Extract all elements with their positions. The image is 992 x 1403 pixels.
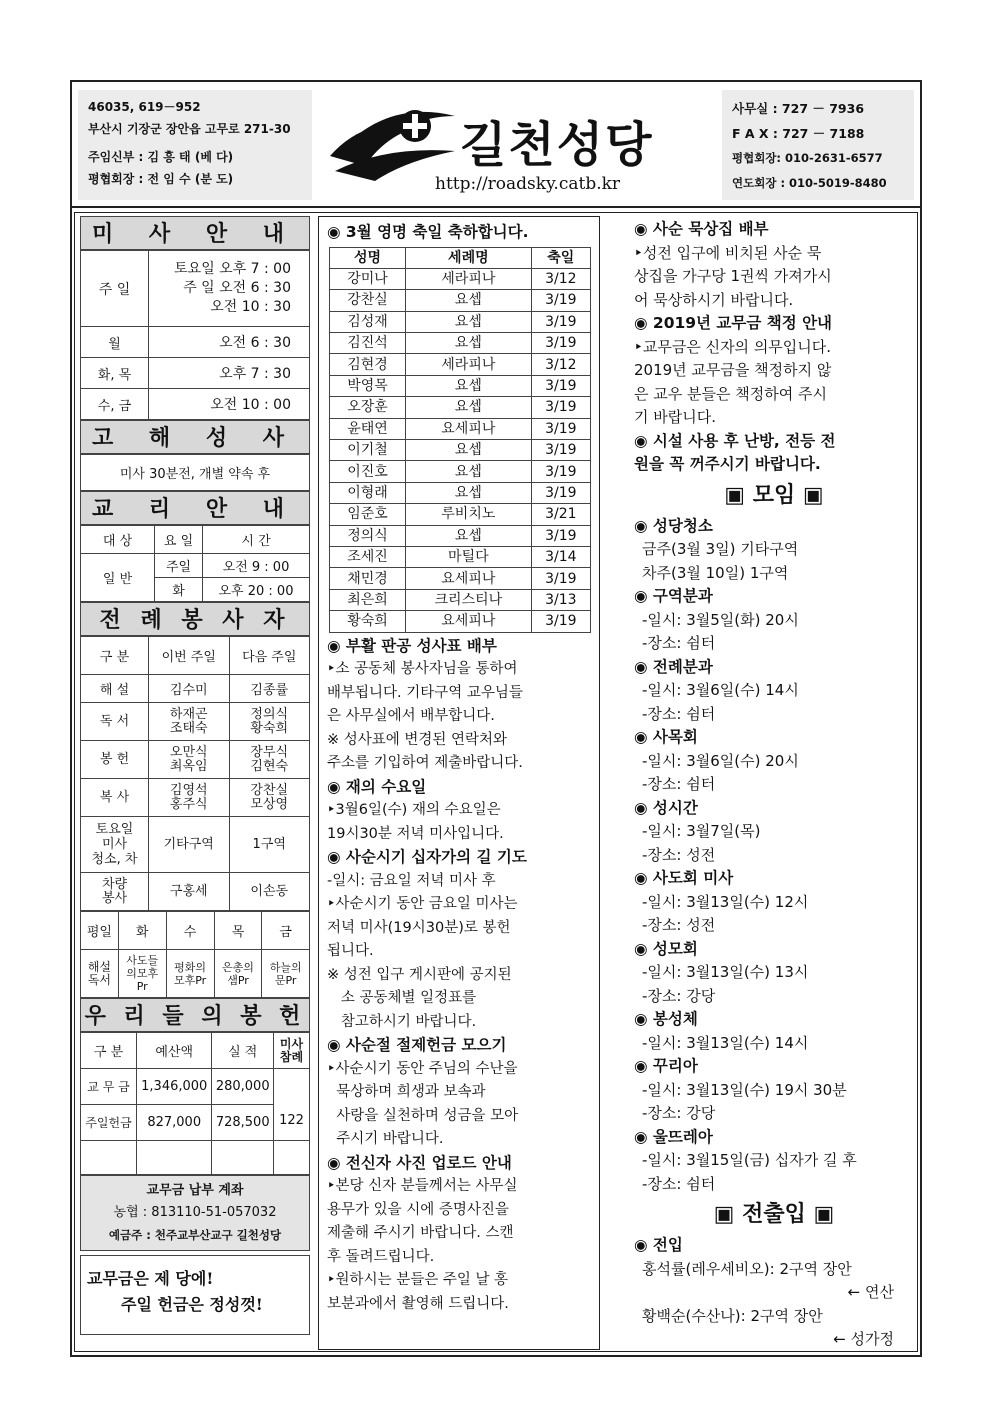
notice-heading: ◉ 꾸리아 (634, 1057, 698, 1075)
notice-line: 19시30분 저녁 미사입니다. (327, 825, 504, 842)
mass-table: 주 일 토요일 오후 7 : 00 주 일 오전 6 : 30 오전 10 : 30 월 오전 6 : 30 화, 목 오후 7 : 30 수, 금 오전 10 : 00 (80, 250, 310, 420)
zip: 46035, 619－952 (88, 100, 201, 114)
notice-heading: ◉ 재의 수요일 (327, 777, 427, 796)
feast-row: 박영목 요셉 3/19 (330, 375, 591, 396)
mass-title: 미 사 안 내 (80, 216, 310, 250)
notice-line: 보분과에서 촬영해 드립니다. (327, 1295, 509, 1312)
feast-row: 임준호 루비치노 3/21 (330, 504, 591, 525)
feast-row: 김현경 세라피나 3/12 (330, 354, 591, 375)
fax: F A X : 727 － 7188 (732, 126, 865, 141)
feast-table: 성명 세례명 축일 강미나 세라피나 3/12 강찬실 요셉 3/19 김성재 요셉 3/19 김진석 요셉 3/19 김현경 세라피나 3/12 박영목 요셉 3/19 오장훈 요셉 3/19 윤태연 요세피나 3/19 이기철 요셉 3/19 이진호 요셉 3/19 이형래 요셉 3/19 임준호 루비치노 3/21 정의식 요셉 3/19 조세진 마틸다 3/14 채민경 요세피나 3/19 최은희 크리스티나 3/13 황숙희 요세피나 3/19 (329, 247, 591, 633)
notice-line: -일시: 3월6일(수) 14시 (642, 681, 799, 699)
notice-line: ‣성전 입구에 비치된 사순 묵 (634, 243, 822, 262)
notice-line: -일시: 3월13일(수) 13시 (642, 963, 809, 981)
logo-emblem-icon (325, 96, 465, 186)
notice-heading: ◉ 부활 판공 성사표 배부 (327, 636, 497, 655)
notice-heading: ◉ 사순절 절제헌금 모으기 (327, 1036, 507, 1055)
notice-heading: ◉ 성시간 (634, 798, 698, 817)
feast-row: 이기철 요셉 3/19 (330, 440, 591, 461)
meetings-title: ▣ 모임 ▣ (724, 482, 824, 508)
feast-row: 이형래 요셉 3/19 (330, 482, 591, 503)
notice-line: ‣교무금은 신자의 의무입니다. (634, 337, 832, 356)
notice-line: 주시기 바랍니다. (327, 1131, 444, 1148)
notice-line: ‣사순시기 동안 금요일 미사는 (327, 896, 518, 913)
notice-line: -장소: 성전 (642, 916, 716, 934)
feast-row: 강찬실 요셉 3/19 (330, 290, 591, 311)
notice-line: -장소: 성전 (642, 845, 716, 864)
notice-line: 어 묵상하시기 바랍니다. (634, 290, 794, 309)
pastor: 주임신부 : 김 흥 태 (베 다) (88, 150, 234, 164)
notice-heading: ◉ 봉성체 (634, 1010, 698, 1028)
notice-line: -일시: 금요일 저녁 미사 후 (327, 872, 496, 889)
notice-heading: ◉ 시설 사용 후 난방, 전등 전 (634, 431, 836, 450)
notice-line: 후 돌려드립니다. (327, 1248, 435, 1265)
youth-phone: 연도회장 : 010-5019-8480 (732, 176, 887, 190)
notice-line: -장소: 쉼터 (642, 1174, 716, 1193)
feast-row: 강미나 세라피나 3/12 (330, 268, 591, 289)
church-name: 길천성당 (460, 117, 654, 173)
notice-line: 차주(3월 10일) 1구역 (642, 563, 789, 582)
transfer-line: 황백순(수산나): 2구역 장안 (642, 1306, 823, 1325)
notice-line: 배부됩니다. 기타구역 교우님들 (327, 684, 523, 701)
left-column (80, 216, 310, 1335)
feast-row: 윤태연 요세피나 3/19 (330, 418, 591, 439)
notice-line: -장소: 쉼터 (642, 634, 716, 652)
feast-row: 오장훈 요셉 3/19 (330, 397, 591, 418)
doctrine-table: 대 상 요 일 시 간 일 반 주일 오전 9 : 00 화 오후 20 : 00 (80, 525, 310, 602)
transfer-line: ← 연산 (847, 1283, 894, 1301)
feast-row: 채민경 요세피나 3/19 (330, 568, 591, 589)
transfer-line: ← 성가정 (833, 1330, 894, 1348)
parish-info (78, 90, 312, 200)
feast-row: 이진호 요셉 3/19 (330, 461, 591, 482)
middle-column (318, 216, 600, 1350)
council: 평협회장 : 전 임 수 (분 도) (88, 172, 234, 186)
liturgy-table: 구 분 이번 주일 다음 주일 해 설 김수미 김종률 독 서 하재곤 조태숙 정의식 황숙희 봉 헌 오만식 최옥임 장무식 김현숙 복 사 김영석 홍주식 강찬실 모상영 토요일 미사 청소, 차 기타구역 1구역 차량 봉사 구홍세 이손동 (80, 636, 310, 911)
notice-line: ‣본당 신자 분들께서는 사무실 (327, 1178, 518, 1195)
notice-heading: ◉ 사순 묵상집 배부 (634, 220, 769, 238)
office-phone: 사무실 : 727 － 7936 (732, 101, 865, 116)
notice-line: -장소: 강당 (642, 986, 716, 1005)
notice-line: 금주(3월 3일) 기타구역 (642, 540, 799, 558)
notice-line: -장소: 쉼터 (642, 775, 716, 793)
feast-row: 조세진 마틸다 3/14 (330, 546, 591, 567)
notice-heading: 원을 꼭 꺼주시기 바랍니다. (634, 455, 821, 473)
feast-row: 김성재 요셉 3/19 (330, 311, 591, 332)
confession-title: 고 해 성 사 (80, 420, 310, 454)
header (70, 80, 922, 208)
website-link[interactable]: http://roadsky.catb.kr (435, 174, 621, 194)
notice-line: -장소: 강당 (642, 1104, 716, 1122)
notice-heading: ◉ 구역분과 (634, 587, 713, 605)
notice-line: 참고하시기 바랍니다. (327, 1013, 477, 1030)
feast-row: 정의식 요셉 3/19 (330, 525, 591, 546)
president-phone: 평협회장: 010-2631-6577 (732, 151, 883, 165)
doctrine-title: 교 리 안 내 (80, 491, 310, 525)
feast-title: ◉ 3월 영명 축일 축하합니다. (327, 223, 529, 241)
notice-line: ‣사순시기 동안 주님의 수난을 (327, 1060, 518, 1077)
notice-line: -장소: 쉼터 (642, 704, 716, 723)
notice-line: ‣소 공동체 봉사자님을 통하여 (327, 661, 518, 678)
notice-line: 사랑을 실천하며 성금을 모아 (327, 1107, 519, 1124)
notice-heading: ◉ 성당청소 (634, 516, 713, 535)
confession-text: 미사 30분전, 개별 약속 후 (81, 455, 310, 491)
transfer-title: ▣ 전출입 ▣ (713, 1202, 835, 1227)
transfer-heading: ◉ 전입 (634, 1236, 683, 1254)
notice-line: -일시: 3월13일(수) 19시 30분 (642, 1080, 847, 1099)
notice-heading: ◉ 사도회 미사 (634, 869, 734, 887)
feast-row: 최은희 크리스티나 3/13 (330, 589, 591, 610)
notice-line: -일시: 3월5일(화) 20시 (642, 610, 799, 629)
notice-line: ※ 성전 입구 게시판에 공지된 (327, 966, 512, 983)
notice-heading: ◉ 성모회 (634, 939, 698, 958)
notice-line: 용무가 있을 시에 증명사진을 (327, 1201, 509, 1218)
notice-heading: ◉ 사목회 (634, 728, 698, 746)
notice-line: 묵상하며 희생과 보속과 (327, 1084, 486, 1101)
address: 부산시 기장군 장안읍 고무로 271-30 (88, 122, 291, 136)
contact-info (722, 90, 914, 200)
offering-title: 우 리 들 의 봉 헌 (80, 998, 310, 1032)
notice-line: -일시: 3월7일(목) (642, 822, 761, 840)
notice-line: 소 공동체별 일정표를 (327, 990, 477, 1007)
notice-line: 됩니다. (327, 943, 374, 960)
notice-line: -일시: 3월6일(수) 20시 (642, 751, 799, 770)
church-logo (325, 92, 715, 196)
notice-line: ‣원하시는 분들은 주일 날 홍 (327, 1272, 509, 1289)
transfer-line: 홍석률(레우세비오): 2구역 장안 (642, 1259, 852, 1278)
notice-line: ※ 성사표에 변경된 연락처와 (327, 731, 508, 748)
notice-line: 은 교우 분들은 책정하여 주시 (634, 384, 827, 403)
notice-line: 2019년 교무금을 책정하지 않 (634, 361, 832, 379)
notice-heading: ◉ 울뜨레아 (634, 1127, 713, 1146)
notice-line: 저녁 미사(19시30분)로 봉헌 (327, 919, 511, 936)
slogan-box: 교무금은 제 당에! 주일 헌금은 정성껏! (80, 1255, 310, 1335)
offering-table: 구 분 예산액 실 적 미사 참례 교 무 금 1,346,000 280,000 122 주일헌금 827,000 728,500 (80, 1032, 310, 1175)
notice-line: -일시: 3월15일(금) 십자가 길 후 (642, 1151, 857, 1169)
notice-line: 상집을 가구당 1권씩 가져가시 (634, 267, 832, 285)
feast-row: 황숙희 요세피나 3/19 (330, 611, 591, 632)
notice-heading: ◉ 사순시기 십자가의 길 기도 (327, 848, 527, 867)
notice-line: 주소를 기입하여 제출바랍니다. (327, 755, 523, 772)
weekday-table: 평일 화 수 목 금 해설 독서 사도들 의모후 Pr 평화의 모후Pr 은총의 샘Pr 하늘의 문Pr (80, 911, 310, 998)
notice-heading: ◉ 전례분과 (634, 657, 713, 676)
account-box: 교무금 납부 계좌 농협 : 813110-51-057032 예금주 : 천주교부산교구 길천성당 (80, 1175, 310, 1251)
notice-line: -일시: 3월13일(수) 12시 (642, 892, 809, 911)
right-column (634, 218, 914, 1352)
notice-line: 은 사무실에서 배부합니다. (327, 708, 495, 725)
notice-heading: ◉ 2019년 교무금 책정 안내 (634, 314, 833, 332)
notice-line: ‣3월6일(수) 재의 수요일은 (327, 802, 501, 819)
feast-row: 김진석 요셉 3/19 (330, 333, 591, 354)
notice-line: 제출해 주시기 바랍니다. 스캔 (327, 1225, 514, 1242)
notice-heading: ◉ 전신자 사진 업로드 안내 (327, 1153, 512, 1172)
liturgy-title: 전 례 봉 사 자 (80, 602, 310, 636)
notice-line: -일시: 3월13일(수) 14시 (642, 1033, 809, 1052)
notice-line: 기 바랍니다. (634, 408, 716, 426)
